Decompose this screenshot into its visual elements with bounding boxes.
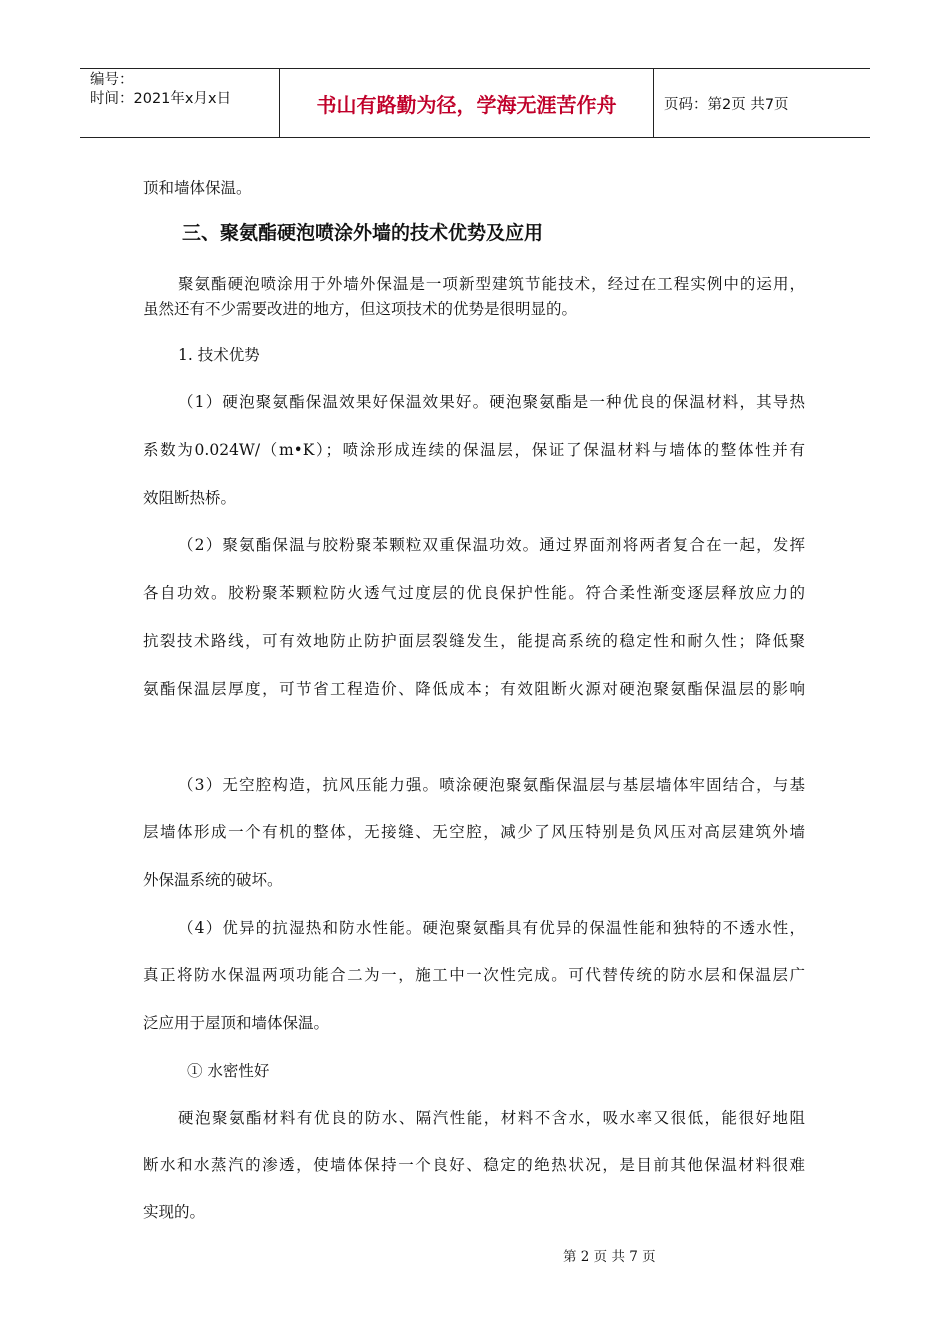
text-line: 1. 技术优势 bbox=[178, 346, 260, 364]
text-line: 聚氨酯硬泡喷涂用于外墙外保温是一项新型建筑节能技术，经过在工程实例中的运用， bbox=[178, 275, 805, 293]
text-line: 硬泡聚氨酯材料有优良的防水、隔汽性能，材料不含水，吸水率又很低，能很好地阻 bbox=[178, 1109, 805, 1127]
text-line: 系数为0.024W/（m•K）；喷涂形成连续的保温层，保证了保温材料与墙体的整体性并有 bbox=[143, 441, 805, 459]
time-label: 时间：2021年x月x日 bbox=[90, 91, 232, 107]
header-motto: 书山有路勤为径，学海无涯苦作舟 bbox=[280, 69, 654, 137]
text-line: 虽然还有不少需要改进的地方，但这项技术的优势是很明显的。 bbox=[143, 300, 578, 318]
text-line: （4）优异的抗湿热和防水性能。硬泡聚氨酯具有优异的保温性能和独特的不透水性， bbox=[178, 919, 805, 937]
text-line: ① 水密性好 bbox=[187, 1062, 270, 1080]
text-line: 各自功效。胶粉聚苯颗粒防火透气过度层的优良保护性能。符合柔性渐变逐层释放应力的 bbox=[143, 584, 805, 602]
text-line: 断水和水蒸汽的渗透，使墙体保持一个良好、稳定的绝热状况，是目前其他保温材料很难 bbox=[143, 1156, 805, 1174]
text-line: 顶和墙体保温。 bbox=[143, 179, 252, 197]
text-line: 效阻断热桥。 bbox=[143, 489, 237, 507]
text-line: 外保温系统的破坏。 bbox=[143, 871, 283, 889]
text-line: （2）聚氨酯保温与胶粉聚苯颗粒双重保温功效。通过界面剂将两者复合在一起，发挥 bbox=[178, 536, 805, 554]
section-heading: 三、聚氨酯硬泡喷涂外墙的技术优势及应用 bbox=[182, 222, 544, 244]
text-line: 氨酯保温层厚度，可节省工程造价、降低成本；有效阻断火源对硬泡聚氨酯保温层的影响 bbox=[143, 680, 805, 698]
text-line: 泛应用于屋顶和墙体保温。 bbox=[143, 1014, 330, 1032]
page-header bbox=[80, 68, 870, 138]
header-page-info: 页码：第2页 共7页 bbox=[664, 96, 789, 113]
text-line: （1）硬泡聚氨酯保温效果好保温效果好。硬泡聚氨酯是一种优良的保温材料，其导热 bbox=[178, 393, 805, 411]
text-line: （3）无空腔构造，抗风压能力强。喷涂硬泡聚氨酯保温层与基层墙体牢固结合，与基 bbox=[178, 776, 805, 794]
page-footer: 第 2 页 共 7 页 bbox=[563, 1249, 656, 1265]
number-label: 编号： bbox=[90, 72, 134, 88]
text-line: 抗裂技术路线，可有效地防止防护面层裂缝发生，能提高系统的稳定性和耐久性；降低聚 bbox=[143, 632, 805, 650]
header-meta bbox=[80, 69, 280, 137]
text-line: 真正将防水保温两项功能合二为一，施工中一次性完成。可代替传统的防水层和保温层广 bbox=[143, 966, 805, 984]
text-line: 层墙体形成一个有机的整体，无接缝、无空腔，减少了风压特别是负风压对高层建筑外墙 bbox=[143, 823, 805, 841]
text-line: 实现的。 bbox=[143, 1203, 206, 1221]
